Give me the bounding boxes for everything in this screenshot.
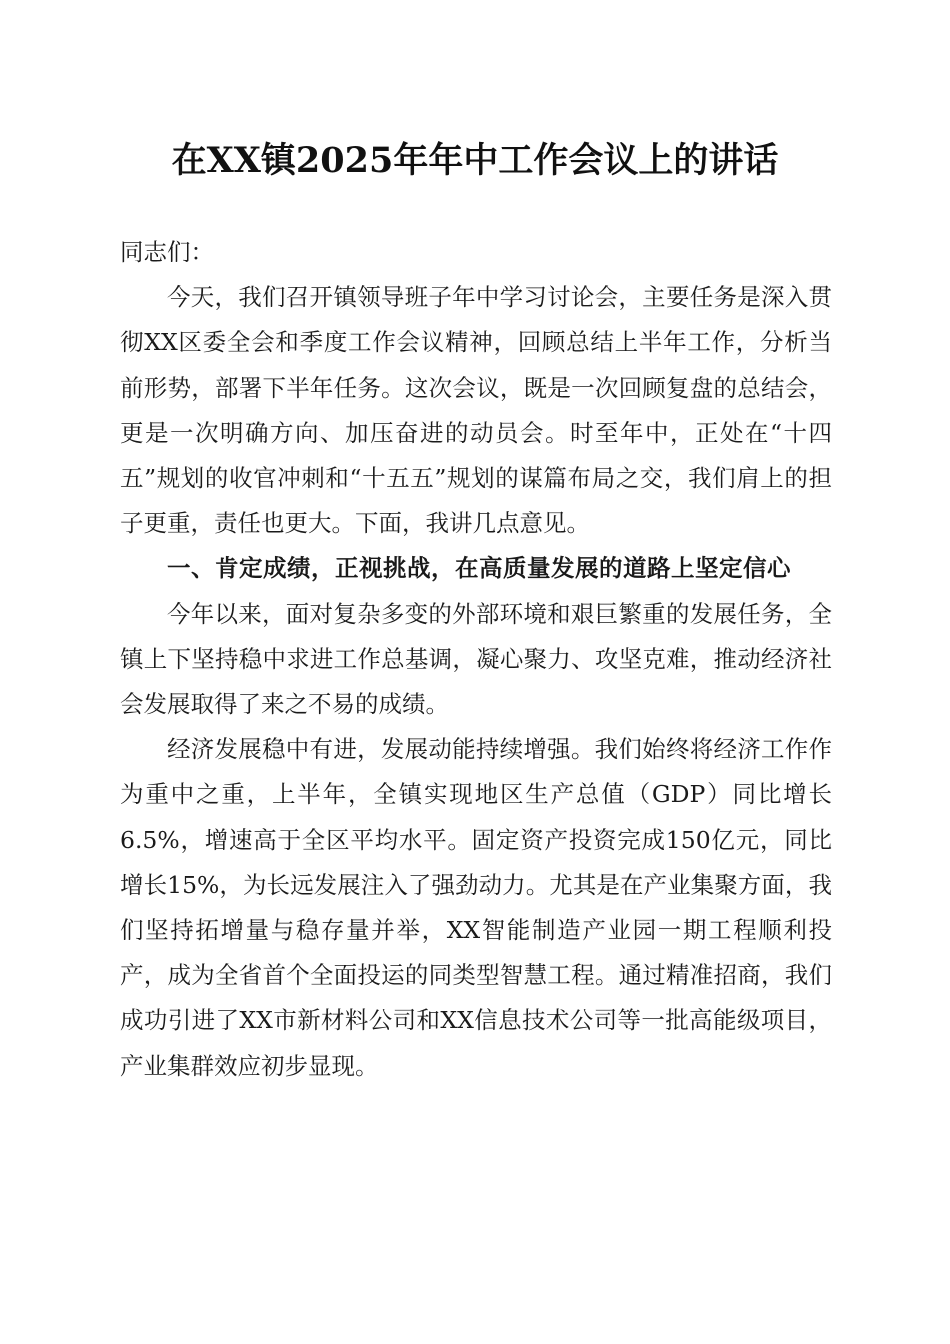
salutation: 同志们： — [120, 238, 214, 266]
document-body — [120, 230, 832, 1089]
section-heading-1: 一、肯定成绩，正视挑战，在高质量发展的道路上坚定信心 — [167, 554, 791, 583]
document-title: 在XX镇2025年年中工作会议上的讲话 — [171, 140, 779, 181]
paragraph-achievements: 今年以来，面对复杂多变的外部环境和艰巨繁重的发展任务，全镇上下坚持稳中求进工作总基调，凝心聚力、攻坚克难，推动经济社会发展取得了来之不易的成绩。 — [120, 599, 832, 719]
paragraph-economy: 经济发展稳中有进，发展动能持续增强。我们始终将经济工作作为重中之重，上半年，全镇实现地区生产总值（GDP）同比增长6.5%，增速高于全区平均水平。固定资产投资完成150亿元，同比增长15%，为长远发展注入了强劲动力。尤其是在产业集聚方面，我们坚持拓增量与稳存量并举，XX智能制造产业园一期工程顺利投产，成为全省首个全面投运的同类型智慧工程。通过精准招商，我们成功引进了XX市新材料公司和XX信息技术公司等一批高能级项目，产业集群效应初步显现。 — [120, 735, 832, 1080]
paragraph-intro: 今天，我们召开镇领导班子年中学习讨论会，主要任务是深入贯彻XX区委全会和季度工作会议精神，回顾总结上半年工作，分析当前形势，部署下半年任务。这次会议，既是一次回顾复盘的总结会，更是一次明确方向、加压奋进的动员会。时至年中，正处在“十四五”规划的收官冲刺和“十五五”规划的谋篇布局之交，我们肩上的担子更重，责任也更大。下面，我讲几点意见。 — [120, 283, 832, 538]
